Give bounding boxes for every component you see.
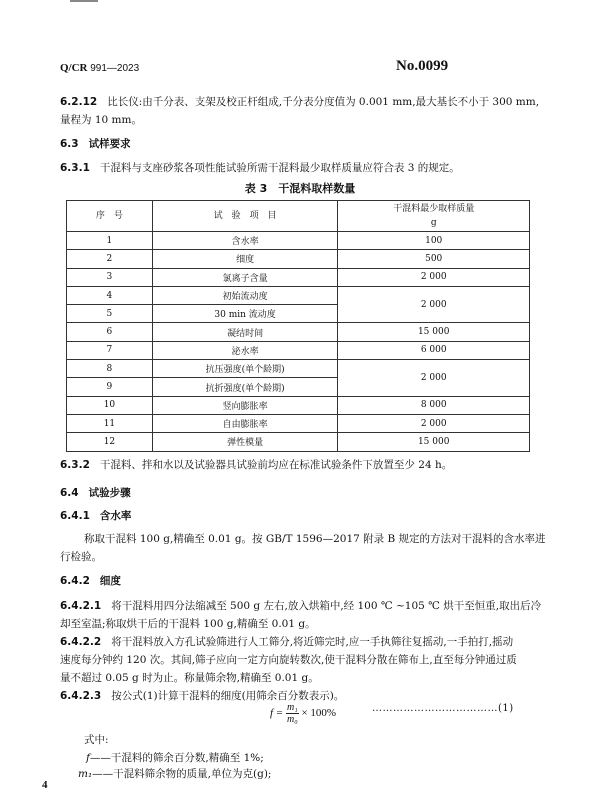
- clause-number: 6.3.2: [60, 459, 90, 471]
- table-row: [67, 323, 530, 341]
- cell-item: 抗折强度(单个龄期): [152, 378, 338, 396]
- header-no: 序 号: [67, 201, 153, 232]
- cell-item: 自由膨胀率: [152, 414, 338, 432]
- clause-6-3-1: [60, 159, 460, 177]
- formula-rhs: × 100%: [301, 707, 337, 720]
- cell-no: 7: [67, 341, 153, 359]
- cell-no: 4: [67, 286, 153, 304]
- cell-item: 泌水率: [152, 341, 338, 359]
- cell-item: 凝结时间: [152, 323, 338, 341]
- table-row: [67, 250, 530, 268]
- formula-numerator: m₁: [286, 702, 298, 713]
- clause-number: 6.2.12: [60, 96, 98, 108]
- formula-fraction: [286, 702, 299, 725]
- cell-item: 抗压强度(单个龄期): [152, 360, 338, 378]
- scan-mark: [70, 0, 98, 2]
- equation-number: ………………………………(1): [372, 703, 514, 714]
- where-intro: 式中:: [84, 734, 109, 746]
- table-row: [67, 396, 530, 414]
- clause-number: 6.4.2.3: [60, 690, 102, 702]
- clause-6-4-1-text-cont: 行检验。: [60, 551, 102, 563]
- clause-6-4-1-heading: [60, 507, 131, 525]
- clause-6-4-2-1: [60, 597, 541, 615]
- table-row: [67, 268, 530, 286]
- clause-title: 细度: [99, 575, 121, 587]
- cell-item: 弹性模量: [152, 433, 338, 451]
- table-header-row: [67, 201, 530, 232]
- header-item: 试 验 项 目: [152, 201, 338, 232]
- cell-mass: 8 000: [338, 396, 530, 414]
- table-caption: 表 3 干混料取样数量: [244, 182, 356, 195]
- clause-number: 6.4.2: [60, 575, 90, 587]
- clause-6-3-2: [60, 456, 452, 474]
- sample-quantity-table: [66, 200, 530, 452]
- cell-no: 8: [67, 360, 153, 378]
- cell-mass: 500: [338, 250, 530, 268]
- cell-item: 竖向膨胀率: [152, 396, 338, 414]
- standard-code: [60, 62, 139, 74]
- cell-no: 5: [67, 305, 153, 323]
- fineness-formula: [270, 702, 336, 725]
- clause-title: 含水率: [99, 510, 132, 522]
- clause-number: 6.4.1: [60, 510, 90, 522]
- cell-item: 初始流动度: [152, 286, 338, 304]
- table-row: [67, 360, 530, 378]
- table-row: [67, 341, 530, 359]
- document-number: No.0099: [396, 58, 449, 74]
- table-row: [67, 286, 530, 304]
- cell-mass: 2 000: [338, 268, 530, 286]
- cell-no: 6: [67, 323, 153, 341]
- clause-text: 干混料与支座砂浆各项性能试验所需干混料最少取样质量应符合表 3 的规定。: [99, 162, 460, 174]
- cell-mass: 2 000: [338, 414, 530, 432]
- table-row: [67, 414, 530, 432]
- cell-item: 氯离子含量: [152, 268, 338, 286]
- cell-item: 含水率: [152, 232, 338, 250]
- clause-number: 6.4.2.1: [60, 600, 102, 612]
- cell-no: 10: [67, 396, 153, 414]
- header-mass-label: 干混料最少取样质量: [393, 204, 475, 214]
- standard-prefix: Q/CR: [60, 62, 88, 74]
- cell-no: 2: [67, 250, 153, 268]
- clause-6-2-12: [60, 93, 539, 111]
- table-row: [67, 433, 530, 451]
- clause-6-2-12-cont: 量程为 10 mm。: [60, 114, 142, 126]
- clause-text: 按公式(1)计算干混料的细度(用筛余百分数表示)。: [111, 690, 345, 702]
- cell-mass: 100: [338, 232, 530, 250]
- standard-number: 991—2023: [90, 63, 140, 74]
- cell-item: 30 min 流动度: [152, 305, 338, 323]
- formula-lhs: f =: [270, 707, 284, 720]
- clause-text: 将干混料用四分法缩减至 500 g 左右,放入烘箱中,经 100 ℃ ~105 ℃ 烘干至恒重,取出后冷: [111, 600, 542, 612]
- cell-mass: 15 000: [338, 433, 530, 451]
- cell-item: 细度: [152, 250, 338, 268]
- clause-6-4-2-2: [60, 633, 513, 651]
- cell-mass: 15 000: [338, 323, 530, 341]
- symbol: f: [86, 752, 90, 764]
- section-number: 6.4: [60, 487, 79, 499]
- section-6-4-heading: [60, 484, 131, 502]
- clause-text: 比长仪:由千分表、支架及校正杆组成,千分表分度值为 0.001 mm,最大基长不小于 300 mm,: [107, 96, 540, 108]
- symbol: m₁: [78, 768, 93, 780]
- where-item: [78, 765, 271, 783]
- symbol-description: ——干混料的筛余百分数,精确至 1%;: [89, 752, 264, 764]
- section-title: 试样要求: [88, 138, 131, 150]
- formula-denominator: m₀: [286, 714, 298, 725]
- clause-number: 6.4.2.2: [60, 636, 102, 648]
- clause-text: 干混料、拌和水以及试验器具试验前均应在标准试验条件下放置至少 24 h。: [99, 459, 453, 471]
- header-mass: [338, 201, 530, 232]
- cell-mass: 2 000: [338, 360, 530, 397]
- symbol-description: ——干混料筛余物的质量,单位为克(g);: [92, 768, 272, 780]
- cell-mass: 6 000: [338, 341, 530, 359]
- header-mass-unit: g: [430, 218, 437, 228]
- section-title: 试验步骤: [88, 487, 131, 499]
- cell-no: 3: [67, 268, 153, 286]
- clause-6-4-2-2-cont2: 量不超过 0.05 g 时为止。称量筛余物,精确至 0.01 g。: [60, 672, 319, 684]
- clause-number: 6.3.1: [60, 162, 90, 174]
- section-6-3-heading: [60, 135, 131, 153]
- clause-6-4-1-text: 称取干混料 100 g,精确至 0.01 g。按 GB/T 1596—2017 附录 B 规定的方法对干混料的含水率进: [84, 533, 546, 545]
- cell-no: 9: [67, 378, 153, 396]
- cell-mass: 2 000: [338, 286, 530, 323]
- page-number: 4: [42, 779, 48, 791]
- section-number: 6.3: [60, 138, 79, 150]
- clause-6-4-2-2-cont1: 速度每分钟约 120 次。其间,筛子应向一定方向旋转数次,使干混料分散在筛布上,直至每分钟通过质: [60, 654, 517, 666]
- table-row: [67, 232, 530, 250]
- cell-no: 12: [67, 433, 153, 451]
- clause-6-4-2-1-cont: 却至室温;称取烘干后的干混料 100 g,精确至 0.01 g。: [60, 618, 316, 630]
- clause-text: 将干混料放入方孔试验筛进行人工筛分,将近筛完时,应一手执筛往复摇动,一手拍打,摇动: [111, 636, 514, 648]
- cell-no: 11: [67, 414, 153, 432]
- clause-6-4-2-heading: [60, 572, 121, 590]
- cell-no: 1: [67, 232, 153, 250]
